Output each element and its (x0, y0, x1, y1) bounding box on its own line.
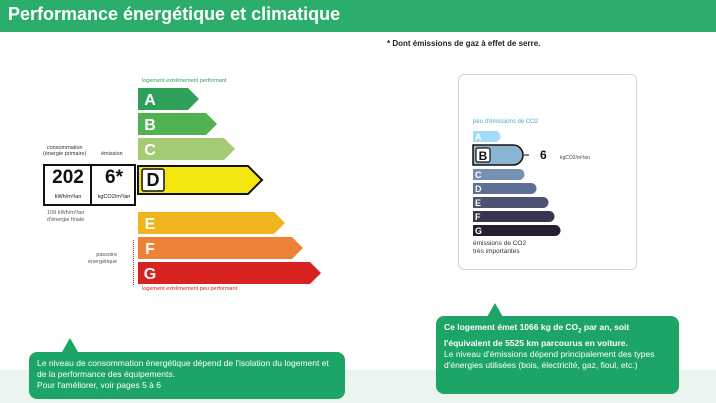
footnote: * Dont émissions de gaz à effet de serre. (387, 39, 541, 48)
ges-class-label: C (475, 170, 482, 180)
page-title: Performance énergétique et climatique (8, 4, 341, 24)
energy-top-text: logement extrêmement performant (142, 78, 227, 84)
consumption-header: consommation (énergie primaire) (43, 145, 87, 157)
consumption-value: 202 (52, 167, 84, 188)
bubble-left-text: Le niveau de consommation énergétique dépend de l'isolation du logement et de la performance des équipements. Pour l'améliorer, voir pages 5 à 6 (37, 358, 329, 390)
ges-bottom-text: émissions de CO2 très importantes (473, 240, 527, 255)
emission-value: 6* (105, 167, 123, 188)
energy-class-label: F (145, 241, 155, 258)
ges-class-g (473, 225, 561, 236)
ges-class-label: F (475, 212, 481, 222)
passoire-text: passoire énergétique (88, 252, 118, 265)
ges-class-label: D (475, 184, 482, 194)
energy-class-label: B (144, 117, 156, 134)
ges-class-a (473, 131, 501, 142)
ges-class-d (473, 183, 537, 194)
ges-value: 6 (540, 148, 547, 162)
energy-class-label: D (146, 170, 160, 190)
consumption-unit: kWh/m²/an (54, 194, 82, 200)
bubble-right (436, 316, 679, 394)
bubble-left (29, 352, 345, 399)
energy-class-label: A (144, 92, 156, 109)
ges-class-label: B (478, 149, 488, 163)
ges-class-e (473, 197, 549, 208)
ges-class-label: A (475, 132, 482, 142)
energy-class-label: G (143, 266, 157, 283)
ges-class-f (473, 211, 555, 222)
bubble-right-text: Le niveau d'émissions dépend principalement des types d'énergies utilisées (bois, électricité, gaz, fioul, etc.) (444, 348, 655, 370)
ges-top-text: peu d'émissions de CO2 (473, 119, 539, 125)
bubble-right-headline: Ce logement émet 1066 kg de $CO_2$ par an, soit l'équivalent de 5525 km parcourus en voiture. (444, 322, 630, 348)
emission-unit: kgCO2/m²/an (97, 194, 131, 200)
ges-class-label: E (475, 198, 482, 208)
ges-class-c (473, 169, 524, 180)
energy-bottom-text: logement extrêmement peu performant (142, 286, 238, 292)
ges-unit: kgCO2/m²/an (560, 155, 590, 161)
emission-header: émission (101, 151, 123, 157)
final-energy-note: 109 kWh/m²/an d'énergie finale (47, 210, 85, 223)
energy-class-label: C (144, 142, 156, 159)
energy-class-label: E (144, 216, 156, 233)
ges-class-label: G (475, 226, 483, 236)
ges-class-b (473, 145, 529, 165)
